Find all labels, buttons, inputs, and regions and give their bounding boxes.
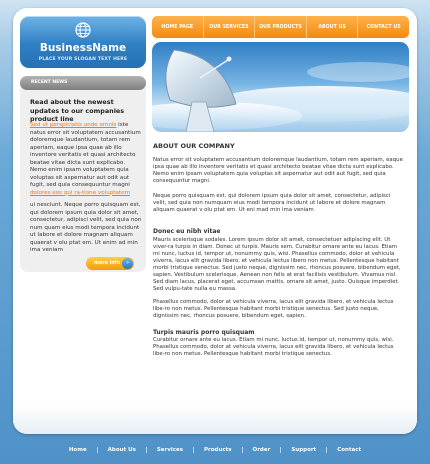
sidebar-header: [20, 76, 146, 90]
globe-icon: [75, 22, 91, 38]
news-paragraph-2: ui nesciunt. Neque porro quisquam est, qui dolorem ipsum quia dolor sit amet, consectetur, adipisci velit, sed quia non num quam eius modi tempora incidunt ut labore et dolore magnam aliquam quaerat v olu ptat em. Ut enim ad min ima veniam: [30, 202, 142, 253]
footer-nav: [0, 443, 430, 457]
logo-name: BusinessName: [39, 42, 127, 54]
banner-image: [152, 42, 409, 132]
nav-item-products[interactable]: OUR PRODUCTS: [255, 16, 307, 38]
sidebar-header-label: RECENT NEWS: [31, 80, 68, 85]
logo-slogan: PLACE YOUR SLOGAN TEXT HERE: [38, 57, 128, 62]
footer-link-order[interactable]: Order: [243, 447, 282, 453]
footer-link-contact[interactable]: Contact: [337, 447, 362, 453]
more-info-button[interactable]: [86, 257, 134, 270]
logo[interactable]: [20, 16, 146, 68]
satellite-dish-image: [152, 42, 409, 132]
top-nav: [152, 16, 409, 38]
main-paragraph-2: Neque porro quisquam est, qui dolorem ipsum quia dolor sit amet, consectetur, adipisci velit, sed quia non numquam eius modi tempora incidunt ut labore et dolore magnam aliquam quaerat v olu ptat em. Ut eni mad min ima veniam: [153, 193, 391, 213]
news-link-2[interactable]: dolores eos qui ra-tione voluptatem: [30, 189, 131, 196]
nav-item-about[interactable]: ABOUT US: [307, 16, 359, 38]
news-paragraph-1: [30, 122, 142, 197]
main-paragraph-3: Mauris scelerisque sodales. Lorem ipsum dolor sit amet, consectetuer adipiscing elit. Ut viver-ra turpis in diam. Donec ut turpis. Mauris sem. Curabitur ornare ante eu lacus. Etiam mi nunc, luctus id, tempor ut, nonummy quis, wisi. Phasellus commodo, dolor at vehicula viverra, lacus elit gravida libero, et vehicula lectus libero non metus. Pellentesque habitant morbi tristique senectus. Sed justo neque, dignissim nec, rhoncus posuere, bibendum eget, sapien. Vestibulum scelerisque. Aenean non felis at erat facilisis vestibulum. Vivamus nisl. Sed diam lacus, placerat eget, accumsan mattis, ornare sit amet, justo. Quisque imperdiet. Sed vulpu-tate nulla eu massa.: [153, 237, 401, 292]
main-paragraph-1: Natus error sit voluptatem accusantium doloremque laudantium, totam rem aperiam, eaque ipsa quae ab illo inventore veritatis et quasi architecto beatae vitae dicta sunt explicabo. Nemo enim ipsam voluptatem quia voluptas sit aspernatur aut odit aut fugit, sed quia consequuntur magni.: [153, 157, 403, 184]
footer-link-home[interactable]: Home: [59, 447, 98, 453]
subheading-1: Donec eu nibh vitae: [153, 228, 221, 235]
arrow-right-icon: »: [122, 258, 133, 269]
footer-link-products[interactable]: Products: [194, 447, 243, 453]
content-panel-bottom: [13, 405, 417, 434]
news-title: Read about the newest updates to our companies product line: [30, 98, 125, 123]
subheading-2: Turpis mauris porro quisquam: [153, 329, 255, 336]
more-info-label: more info: [94, 261, 121, 266]
nav-item-home[interactable]: HOME PAGE: [152, 16, 204, 38]
footer-link-about[interactable]: About Us: [98, 447, 147, 453]
news-link[interactable]: Sed ut perspiciatis unde omnis: [30, 122, 117, 128]
news-text: iste natus error sit voluptatem accusantium doloremque laudantium, totam rem aperiam, eaque ipsa quae ab illo inventore veritatis et quasi architecto beatae vitae dicta sunt explicabo. Nemo enim ipsam voluptatem quia voluptas sit aspernatur aut odit aut fugit, sed quia consequuntur magni: [30, 122, 141, 188]
footer-link-support[interactable]: Support: [281, 447, 327, 453]
main-paragraph-4: Phasellus commodo, dolor at vehicula viverra, lacus elit gravida libero, et vehicula lectus libe-ro non metus. Pellentesque habitant morbi tristique senectus. Sed justo neque, dignissim nec, rhoncus posuere, bibendum eget, sapien.: [153, 299, 394, 319]
main-paragraph-5: Curabitur ornare ante eu lacus. Etiam mi nunc, luctus id, tempor ut, nonummy quis, wisi. Phasellus commodo, dolor at vehicula viverra, lacus elit gravida libero, et vehicula lectus libe-ro non metus. Pellentesque habitant morbi tristique senectus.: [153, 337, 394, 357]
footer-link-services[interactable]: Services: [147, 447, 194, 453]
sidebar-news: [20, 76, 146, 272]
nav-item-contact[interactable]: CONTACT US: [366, 24, 401, 30]
nav-item-services[interactable]: OUR SERVICES: [204, 16, 256, 38]
section-title: ABOUT OUR COMPANY: [153, 142, 235, 150]
